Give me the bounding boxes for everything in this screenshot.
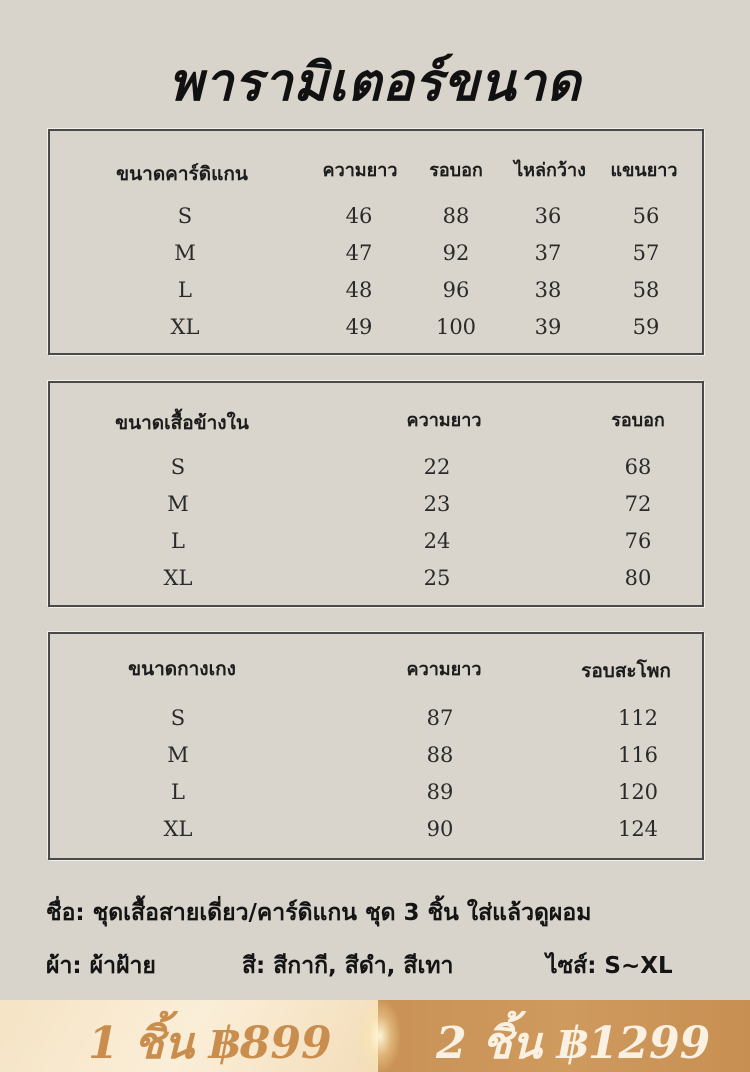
inner-top-size-table: [48, 381, 704, 607]
column-header-size: ขนาดเสื้อข้างใน: [115, 412, 249, 434]
page-title: พารามิเตอร์ขนาด: [168, 53, 582, 113]
value-cell: 38: [534, 278, 562, 302]
value-cell: 68: [624, 455, 652, 479]
price-two-pieces: 2 ชิ้น ฿1299: [436, 1018, 711, 1069]
size-cell: M: [167, 492, 189, 516]
column-header-size: ขนาดกางเกง: [128, 658, 236, 680]
fabric-label: ผ้า: ผ้าฝ้าย: [46, 953, 156, 979]
value-cell: 112: [617, 706, 659, 730]
column-header-shoulder: ไหล่กว้าง: [514, 160, 586, 181]
value-cell: 89: [426, 780, 454, 804]
value-cell: 76: [624, 529, 652, 553]
value-cell: 46: [345, 204, 373, 228]
value-cell: 72: [624, 492, 652, 516]
value-cell: 120: [617, 780, 659, 804]
value-cell: 116: [617, 743, 659, 767]
value-cell: 88: [442, 204, 470, 228]
size-cell: XL: [170, 315, 200, 339]
value-cell: 80: [624, 566, 652, 590]
column-header-length: ความยาว: [322, 160, 398, 181]
color-label: สี: สีกากี, สีดำ, สีเทา: [242, 953, 454, 979]
cardigan-size-table: [48, 129, 704, 355]
size-cell: S: [177, 204, 193, 228]
value-cell: 23: [423, 492, 451, 516]
column-header-length: ความยาว: [406, 410, 482, 431]
size-cell: L: [178, 278, 192, 302]
value-cell: 57: [632, 241, 660, 265]
column-header-sleeve: แขนยาว: [610, 160, 678, 181]
size-cell: S: [170, 455, 186, 479]
price-one-piece: 1 ชิ้น ฿899: [88, 1018, 332, 1069]
size-cell: XL: [163, 566, 193, 590]
column-header-hip: รอบสะโพก: [581, 660, 671, 682]
size-cell: XL: [163, 817, 193, 841]
value-cell: 96: [442, 278, 470, 302]
value-cell: 87: [426, 706, 454, 730]
size-cell: M: [167, 743, 189, 767]
product-name: ชื่อ: ชุดเสื้อสายเดี่ยว/คาร์ดิแกน ชุด 3 ชิ้น ใส่แล้วดูผอม: [46, 900, 592, 926]
value-cell: 39: [534, 315, 562, 339]
column-header-chest: รอบอก: [429, 160, 483, 181]
size-cell: L: [171, 529, 185, 553]
value-cell: 36: [534, 204, 562, 228]
column-header-length: ความยาว: [406, 659, 482, 680]
value-cell: 90: [426, 817, 454, 841]
value-cell: 24: [423, 529, 451, 553]
value-cell: 100: [435, 315, 477, 339]
size-cell: S: [170, 706, 186, 730]
value-cell: 25: [423, 566, 451, 590]
light-flare-decoration: [360, 1000, 400, 1072]
value-cell: 56: [632, 204, 660, 228]
value-cell: 124: [617, 817, 659, 841]
column-header-chest: รอบอก: [611, 410, 665, 431]
size-range-label: ไซส์: S~XL: [546, 953, 673, 979]
price-banner: [0, 1000, 750, 1072]
value-cell: 92: [442, 241, 470, 265]
value-cell: 49: [345, 315, 373, 339]
size-cell: M: [174, 241, 196, 265]
value-cell: 59: [632, 315, 660, 339]
size-cell: L: [171, 780, 185, 804]
value-cell: 88: [426, 743, 454, 767]
column-header-size: ขนาดคาร์ดิแกน: [116, 163, 248, 185]
value-cell: 22: [423, 455, 451, 479]
value-cell: 37: [534, 241, 562, 265]
value-cell: 48: [345, 278, 373, 302]
value-cell: 58: [632, 278, 660, 302]
value-cell: 47: [345, 241, 373, 265]
pants-size-table: [48, 632, 704, 860]
